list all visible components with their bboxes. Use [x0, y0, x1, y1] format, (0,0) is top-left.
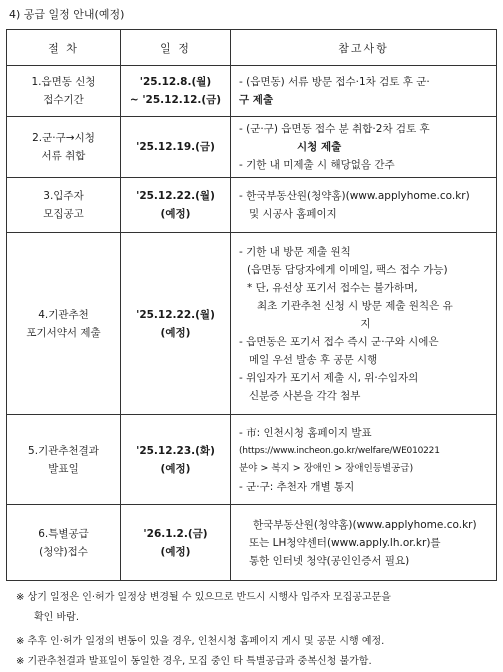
step-cell	[7, 117, 121, 178]
note-line: * 단, 유선상 포기서 접수는 불가하며,	[247, 281, 418, 294]
step-line: 4.기관추천	[38, 308, 89, 321]
note-line: - 군·구: 추천자 개별 통지	[239, 480, 355, 493]
step-line: (청약)접수	[39, 545, 88, 558]
date-cell	[121, 66, 231, 117]
note-line: 시청 제출	[297, 141, 342, 153]
note-line: - 市: 인천시청 홈페이지 발표	[239, 426, 372, 439]
date-line: '26.1.2.(금)	[143, 527, 208, 540]
date-line: '25.12.23.(화)	[136, 444, 215, 457]
date-line: (예정)	[160, 326, 191, 339]
table-header-row	[7, 30, 497, 66]
note-line: 및 시공사 홈페이지	[249, 208, 337, 220]
date-cell	[121, 505, 231, 581]
footnote	[16, 588, 496, 628]
date-cell	[121, 415, 231, 505]
step-cell	[7, 233, 121, 415]
step-cell	[7, 505, 121, 581]
note-line: 분야 > 복지 > 장애인 > 장애인등별공급)	[239, 462, 414, 474]
notes-cell	[231, 505, 497, 581]
note-line: 한국부동산원(청약홈)(www.applyhome.co.kr)	[253, 518, 477, 531]
date-cell	[121, 178, 231, 233]
table-row	[7, 178, 497, 233]
table-row	[7, 117, 497, 178]
table-row	[7, 66, 497, 117]
footnote-line: 확인 바람.	[34, 612, 79, 623]
note-line: 지	[360, 317, 371, 330]
step-line: 6.특별공급	[38, 527, 89, 540]
header-schedule: 일 정	[121, 30, 231, 66]
supply-schedule-table	[6, 29, 497, 581]
date-line: (예정)	[160, 462, 191, 475]
note-line: (https://www.incheon.go.kr/welfare/WE010221	[239, 445, 440, 456]
footnote-line: ※ 상기 일정은 인·허가 일정상 변경될 수 있으므로 반드시 시행사 입주자 모집공고문을	[16, 592, 391, 603]
date-cell	[121, 233, 231, 415]
note-line: - (군·구) 읍면동 접수 분 취합·2차 검토 후	[239, 123, 430, 135]
table-row	[7, 233, 497, 415]
step-line: 포기서약서 제출	[26, 326, 101, 339]
step-cell	[7, 178, 121, 233]
note-line: 구 제출	[239, 94, 274, 106]
notes-cell	[231, 415, 497, 505]
date-line: '25.12.8.(월)	[139, 76, 212, 88]
note-line: 또는 LH청약센터(www.apply.lh.or.kr)를	[249, 536, 441, 549]
note-line: - 읍면동은 포기서 접수 즉시 군·구와 시에은	[239, 335, 439, 348]
table-row	[7, 505, 497, 581]
date-line: '25.12.22.(월)	[136, 308, 215, 321]
note-line: - 한국부동산원(청약홈)(www.applyhome.co.kr)	[239, 190, 470, 202]
date-line: (예정)	[160, 545, 191, 558]
footnote-line: ※ 추후 인·허가 일정의 변동이 있을 경우, 인천시청 홈페이지 게시 및 공문 시행 예정.	[16, 636, 385, 647]
step-line: 2.군·구→시청	[32, 132, 95, 144]
note-line: 최초 기관추천 신청 시 방문 제출 원칙은 유	[257, 299, 453, 312]
date-line: (예정)	[160, 208, 191, 220]
notes-cell	[231, 117, 497, 178]
date-line: '25.12.19.(금)	[136, 141, 215, 153]
date-line: '25.12.22.(월)	[136, 190, 215, 202]
note-line: - 위임자가 포기서 제출 시, 위·수임자의	[239, 371, 419, 384]
note-line: - 기한 내 방문 제출 원칙	[239, 245, 351, 258]
step-cell	[7, 66, 121, 117]
step-line: 모집공고	[43, 208, 84, 220]
step-line: 5.기관추천결과	[28, 444, 99, 457]
table-row	[7, 415, 497, 505]
date-cell	[121, 117, 231, 178]
footnote-line: ※ 기관추천결과 발표일이 동일한 경우, 모집 중인 타 특별공급과 중복신청 불가함.	[16, 656, 372, 667]
step-cell	[7, 415, 121, 505]
note-line: - 기한 내 미제출 시 해당없음 간주	[239, 159, 395, 171]
section-title: 4) 공급 일정 안내(예정)	[9, 8, 125, 21]
notes-cell	[231, 178, 497, 233]
note-line: 통한 인터넷 청약(공인인증서 필요)	[249, 554, 410, 567]
header-step: 절 차	[7, 30, 121, 66]
note-line: 메일 우선 발송 후 공문 시행	[249, 353, 378, 366]
step-line: 1.읍면동 신청	[31, 76, 96, 88]
step-line: 3.입주자	[43, 190, 84, 202]
note-line: (읍면동 담당자에게 이메일, 팩스 접수 가능)	[247, 263, 448, 276]
footnote	[16, 652, 496, 672]
date-line: ~ '25.12.12.(금)	[129, 94, 222, 106]
note-line: 신분증 사본을 각각 첨부	[249, 389, 361, 402]
step-line: 서류 취합	[41, 150, 86, 162]
header-notes: 참고사항	[231, 30, 497, 66]
note-line: - (읍면동) 서류 방문 접수·1차 검토 후 군·	[239, 76, 430, 88]
step-line: 발표일	[48, 462, 79, 475]
notes-cell	[231, 233, 497, 415]
step-line: 접수기간	[43, 94, 84, 106]
footnote	[16, 632, 496, 652]
notes-cell	[231, 66, 497, 117]
